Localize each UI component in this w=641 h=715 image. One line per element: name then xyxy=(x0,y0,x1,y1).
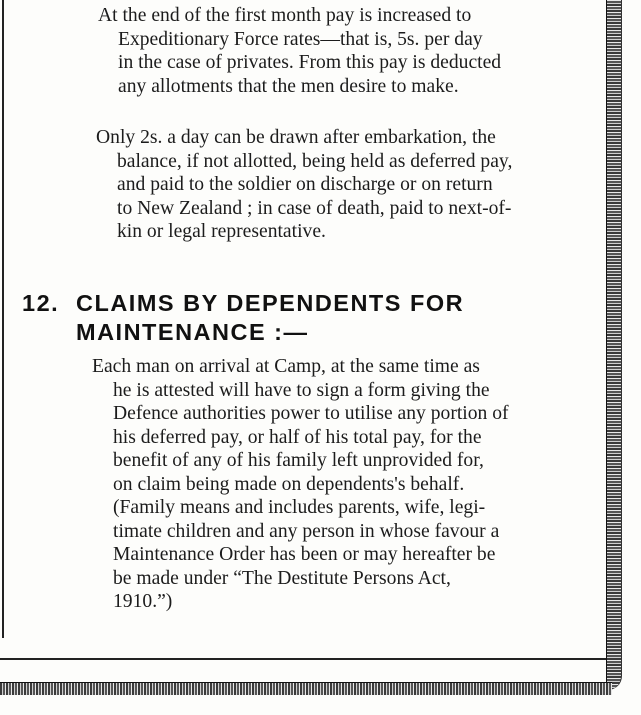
text-line: to New Zealand ; in case of death, paid to next-of- xyxy=(117,197,512,219)
section-heading-line1: CLAIMS BY DEPENDENTS FOR xyxy=(76,290,465,316)
paragraph-pay-increase xyxy=(98,4,502,98)
section-heading-line2: MAINTENANCE :— xyxy=(76,319,309,345)
text-line: his deferred pay, or half of his total pay, for the xyxy=(113,426,482,448)
text-line: any allotments that the men desire to make. xyxy=(118,75,459,97)
text-line: be made under “The Destitute Persons Act, xyxy=(113,567,451,589)
text-line: kin or legal representative. xyxy=(117,221,326,242)
section-heading xyxy=(22,289,464,347)
text-line: Expeditionary Force rates—that is, 5s. per day xyxy=(118,28,483,50)
text-line: timate children and any person in whose favour a xyxy=(113,520,500,542)
text-line: he is attested will have to sign a form giving the xyxy=(113,379,490,401)
text-line: At the end of the first month pay is increased to xyxy=(98,5,472,26)
text-line: Only 2s. a day can be drawn after embarkation, the xyxy=(96,127,496,148)
text-line: 1910.”) xyxy=(113,591,173,612)
paragraph-maintenance-claims xyxy=(92,355,509,614)
text-line: Defence authorities power to utilise any portion of xyxy=(113,403,509,424)
bottom-border-rule xyxy=(0,658,606,660)
text-line: on claim being made on dependents's behalf. xyxy=(113,473,465,495)
text-line: Maintenance Order has been or may hereafter be xyxy=(113,544,496,565)
text-line: in the case of privates. From this pay is deducted xyxy=(118,52,502,73)
text-line: Each man on arrival at Camp, at the same time as xyxy=(92,356,480,377)
bottom-decorative-border xyxy=(0,682,612,695)
right-decorative-border xyxy=(606,0,622,690)
text-line: and paid to the soldier on discharge or on return xyxy=(117,174,493,195)
left-border-rule xyxy=(2,0,4,638)
section-number: 12. xyxy=(22,290,60,316)
text-line: (Family means and includes parents, wife, legi- xyxy=(113,497,486,518)
text-line: balance, if not allotted, being held as deferred pay, xyxy=(117,150,513,172)
text-line: benefit of any of his family left unprovided for, xyxy=(113,450,484,471)
paragraph-deferred-pay xyxy=(96,126,513,244)
